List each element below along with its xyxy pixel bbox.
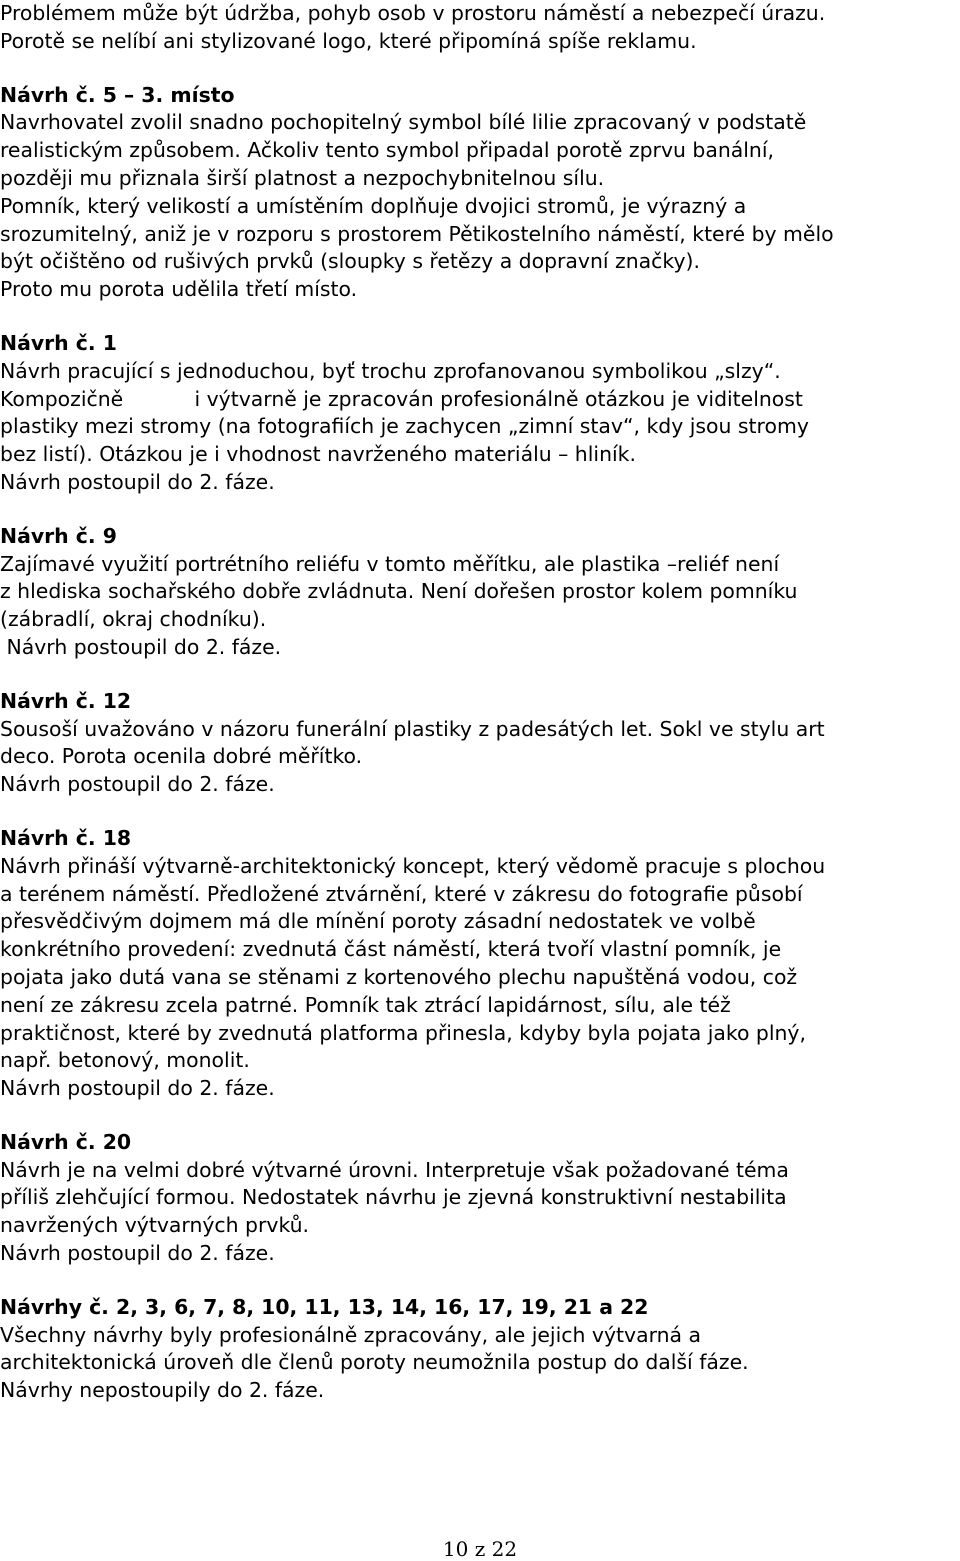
paragraph-line: např. betonový, monolit.	[0, 1048, 250, 1073]
place3-section	[0, 82, 960, 304]
verdict-line: Návrhy nepostoupily do 2. fáze.	[0, 1378, 325, 1403]
proposal-20-section	[0, 1129, 960, 1268]
intro-section	[0, 0, 960, 56]
intro-line: Problémem může být údržba, pohyb osob v prostoru náměstí a nebezpečí úrazu.	[0, 1, 826, 25]
paragraph-line: Návrh je na velmi dobré výtvarné úrovni. Interpretuje však požadované téma	[0, 1157, 789, 1182]
paragraph-line: konkrétního provedení: zvednutá část náměstí, která tvoří vlastní pomník, je	[0, 937, 782, 962]
paragraph-line: příliš zlehčující formou. Nedostatek návrhu je zjevná konstruktivní nestabilita	[0, 1185, 787, 1210]
paragraph-line: srozumitelný, aniž je v rozporu s prostorem Pětikostelního náměstí, které by mělo	[0, 221, 834, 246]
paragraph-line: Kompozičně i výtvarně je zpracován profesionálně otázkou je viditelnost	[0, 386, 803, 411]
other-proposals-heading: Návrhy č. 2, 3, 6, 7, 8, 10, 11, 13, 14, 16, 17, 19, 21 a 22	[0, 1294, 649, 1319]
paragraph-line: později mu přiznala širší platnost a nezpochybnitelnou sílu.	[0, 165, 605, 190]
paragraph-line: z hlediska sochařského dobře zvládnuta. Není dořešen prostor kolem pomníku	[0, 579, 798, 604]
paragraph-line: přesvědčivým dojmem má dle mínění poroty zásadní nedostatek ve volbě	[0, 909, 756, 934]
paragraph-line: pojata jako dutá vana se stěnami z kortenového plechu napuštěná vodou, což	[0, 964, 798, 989]
paragraph-line: Všechny návrhy byly profesionálně zpracovány, ale jejich výtvarná a	[0, 1322, 701, 1347]
proposal-20-heading: Návrh č. 20	[0, 1129, 132, 1154]
place3-heading: Návrh č. 5 – 3. místo	[0, 82, 235, 107]
proposal-18-heading: Návrh č. 18	[0, 825, 132, 850]
paragraph-line: Pomník, který velikostí a umístěním doplňuje dvojici stromů, je výrazný a	[0, 193, 747, 218]
paragraph-line: architektonická úroveň dle členů poroty neumožnila postup do další fáze.	[0, 1350, 749, 1375]
verdict-line: Návrh postoupil do 2. fáze.	[0, 1076, 275, 1101]
paragraph-line: Navrhovatel zvolil snadno pochopitelný symbol bílé lilie zpracovaný v podstatě	[0, 110, 807, 135]
paragraph-line: praktičnost, které by zvednutá platforma přinesla, kdyby byla pojata jako plný,	[0, 1020, 806, 1045]
proposal-1-heading: Návrh č. 1	[0, 330, 117, 355]
paragraph-line: Sousoší uvažováno v názoru funerální plastiky z padesátých let. Sokl ve stylu art	[0, 716, 825, 741]
verdict-line: Návrh postoupil do 2. fáze.	[0, 1241, 275, 1266]
paragraph-line: navržených výtvarných prvků.	[0, 1213, 310, 1238]
paragraph-line: být očištěno od rušivých prvků (sloupky s řetězy a dopravní značky).	[0, 249, 700, 274]
paragraph-line: realistickým způsobem. Ačkoliv tento symbol připadal porotě zprvu banální,	[0, 138, 775, 163]
paragraph-line: plastiky mezi stromy (na fotografiích je zachycen „zimní stav“, kdy jsou stromy	[0, 414, 809, 439]
proposal-12-heading: Návrh č. 12	[0, 688, 132, 713]
proposal-18-section	[0, 825, 960, 1103]
verdict-line: Návrh postoupil do 2. fáze.	[0, 469, 275, 494]
paragraph-line: Návrh přináší výtvarně-architektonický koncept, který vědomě pracuje s plochou	[0, 853, 826, 878]
paragraph-line: deco. Porota ocenila dobré měřítko.	[0, 744, 363, 769]
proposal-9-heading: Návrh č. 9	[0, 523, 117, 548]
proposal-1-section	[0, 330, 960, 497]
verdict-line: Návrh postoupil do 2. fáze.	[0, 634, 282, 659]
proposal-12-section	[0, 688, 960, 799]
proposal-9-section	[0, 523, 960, 662]
paragraph-line: (zábradlí, okraj chodníku).	[0, 607, 267, 632]
other-proposals-section	[0, 1294, 960, 1405]
paragraph-line: Proto mu porota udělila třetí místo.	[0, 277, 358, 302]
paragraph-line: a terénem náměstí. Předložené ztvárnění, které v zákresu do fotografie působí	[0, 881, 803, 906]
paragraph-line: není ze zákresu zcela patrné. Pomník tak ztrácí lapidárnost, sílu, ale též	[0, 992, 731, 1017]
paragraph-line: bez listí). Otázkou je i vhodnost navrženého materiálu – hliník.	[0, 442, 636, 467]
verdict-line: Návrh postoupil do 2. fáze.	[0, 772, 275, 797]
paragraph-line: Zajímavé využití portrétního reliéfu v tomto měřítku, ale plastika –reliéf není	[0, 551, 780, 576]
paragraph-line: Návrh pracující s jednoduchou, byť trochu zprofanovanou symbolikou „slzy“.	[0, 358, 781, 383]
page-number: 10 z 22	[442, 1537, 518, 1561]
intro-line: Porotě se nelíbí ani stylizované logo, které připomíná spíše reklamu.	[0, 28, 697, 53]
